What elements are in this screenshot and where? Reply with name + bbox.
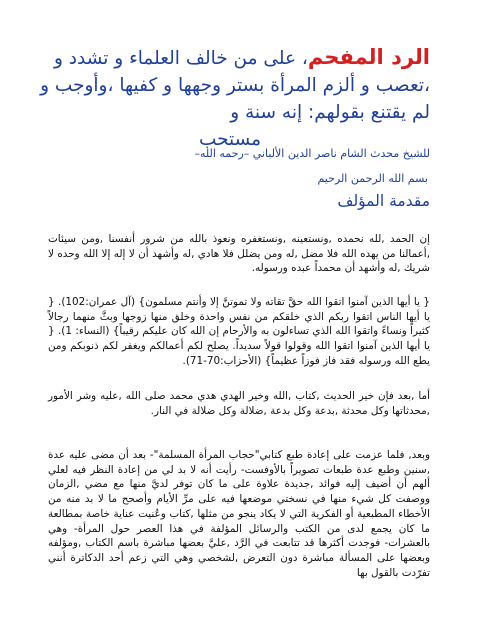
title-text: ، على من خالف العلماء و تشدد و ،تعصب و ألزم المرأة بستر وجهها و كفيها ،وأوجب و لم يقتنع بقولهم: إنه سنة و: [40, 48, 430, 123]
paragraph-hadith: أما ,بعد فإن خير الحديث ,كتاب ,الله وخير الهدي هدي محمد صلى الله ,عليه وشر الأمور ,محدثاتها وكل محدثة ,بدعة وكل بدعة ,ضلالة وكل ضلالة في النار.: [48, 390, 430, 417]
basmala: بسم الله الرحمن الرحيم: [317, 172, 428, 185]
title-last-word: مستحب: [198, 129, 262, 150]
paragraph-praise: إن الحمد ,لله نحمده ,ونستعينه ,ونستغفره ونعوذ بالله من شرور أنفسنا ,ومن سيئات ,أعمالنا من يهده الله فلا مضل ,له ومن يضلل فلا هادي ,له وأشهد أن لا إله إلا الله وحده لا شريك ,له وأشهد أن محمداً عبده ورسوله.: [48, 233, 430, 275]
paragraph-verses: { يا أيها الذين آمنوا اتقوا الله حقَّ تقاته ولا تموتنَّ إلا وأنتم مسلمون} (آل عمران:102). { يا أيها الناس اتقوا ربكم الذي خلقكم من نفس واحدة وخلق منها زوجها وبثَّ منهما رجالاً كثيراً ونساءً واتقوا الله الذي تساءلون به والأرحام إن الله كان عليكم رقيباً} (النساء: 1). { يا أيها الذين آمنوا اتقوا الله وقولوا قولاً سديداً. يصلح لكم أعمالكم ويغفر لكم ذنوبكم ومن يطع الله ورسوله فقد فاز فوزاً عظيماً} (الأحزاب:70-71).: [48, 296, 430, 367]
book-title: [30, 44, 430, 153]
author-byline: للشيخ محدث الشام ناصر الدين الألباني –رحمه الله–: [194, 147, 430, 160]
title-highlight: الرد المفحم: [307, 45, 430, 69]
section-heading: مقدمة المؤلف: [337, 192, 430, 210]
paragraph-introduction: وبعد, فلما عزمت على إعادة طبع كتابي"حجاب المرأة المسلمة"- بعد أن مضى عليه عدة ,سنين وطبع عدة طبعات تصويراً بالأوفست- رأيت أنه لا بد لي من إعادة النظر فيه لعلي ألهم أن أضيف إليه فوائد ,جديدة علاوة على ما كان توفر لديَّ منها مع مضي ,الزمان ووصفت كل شيء منها في نسختي موضعها فيه على مرِّ الأيام وأصحح ما لا بد منه من الأخطاء المطبعية أو الفكرية التي لا يكاد ينجو من مثلها ,كتاب وعُنيت عناية خاصة بمطالعة ما كان يجمع لدى من الكتب والرسائل المؤلفة في هذا العصر حول المرأة- وهي بالعشرات- فوجدت أكثرها قد تتابعت في الرَّد ,عليَّ بعضها مباشرة باسم الكتاب ,ومؤلفه وبعضها على المسألة مباشرة دون التعرض ,لشخصي وهي التي زعم أحد الدكاترة أنني تفرّدت بالقول بها: [48, 449, 430, 579]
